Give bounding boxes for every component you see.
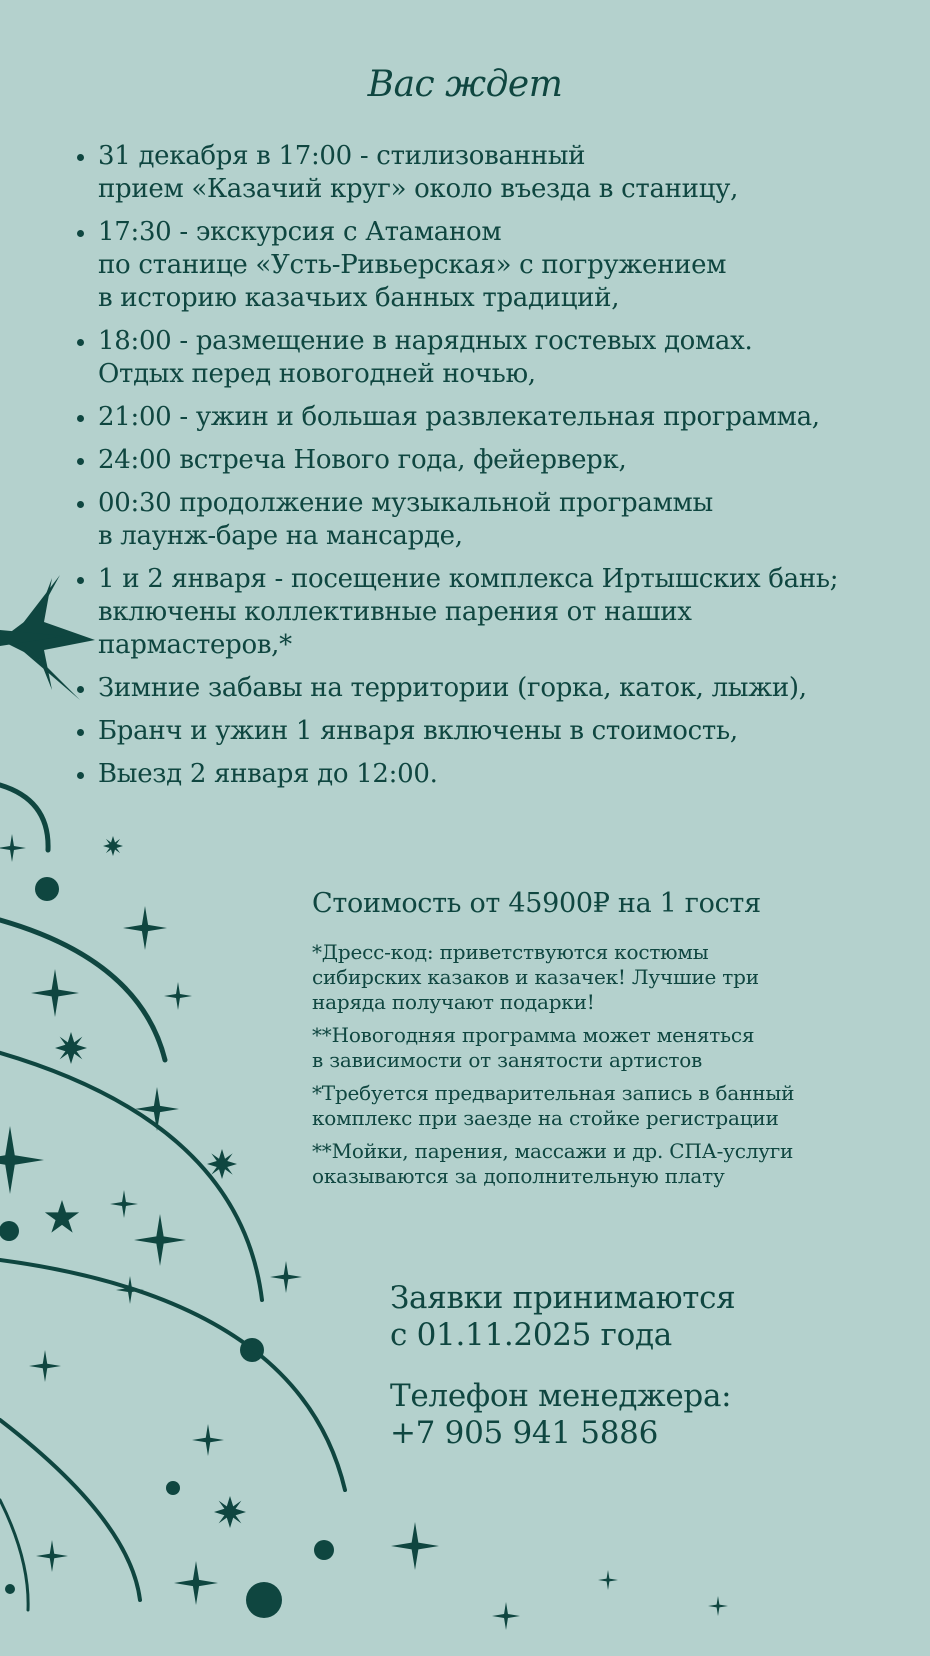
list-item: • 21:00 - ужин и большая развлекательная программа, — [98, 401, 928, 434]
list-item: • 24:00 встреча Нового года, фейерверк, — [98, 444, 928, 477]
contact-block — [390, 1280, 910, 1476]
list-item: • 00:30 продолжение музыкальной программы в лаунж-баре на мансарде, — [98, 487, 928, 553]
list-item: • 17:30 - экскурсия с Атаманом по станице «Усть-Ривьерская» с погружением в историю казачьих банных традиций, — [98, 216, 928, 315]
schedule-list — [64, 140, 928, 801]
list-item: • 31 декабря в 17:00 - стилизованный прием «Казачий круг» около въезда в станицу, — [98, 140, 928, 206]
applications-info: Заявки принимаются с 01.11.2025 года — [390, 1280, 736, 1353]
footnote: **Мойки, парения, массажи и др. СПА-услуги оказываются за дополнительную плату — [312, 1139, 794, 1188]
list-item: • 18:00 - размещение в нарядных гостевых домах. Отдых перед новогодней ночью, — [98, 325, 928, 391]
footnote: **Новогодняя программа может меняться в зависимости от занятости артистов — [312, 1023, 755, 1072]
footnote: *Дресс-код: приветствуются костюмы сибирских казаков и казачек! Лучшие три наряда получают подарки! — [312, 940, 759, 1014]
manager-phone: Телефон менеджера: +7 905 941 5886 — [390, 1378, 910, 1452]
list-item: • Бранч и ужин 1 января включены в стоимость, — [98, 715, 928, 748]
price-heading: Стоимость от 45900₽ на 1 гостя — [312, 888, 761, 919]
footnote: *Требуется предварительная запись в банный комплекс при заезде на стойке регистрации — [312, 1081, 795, 1130]
footnotes — [312, 940, 912, 1197]
phone-number[interactable]: +7 905 941 5886 — [390, 1415, 658, 1451]
list-item: • Зимние забавы на территории (горка, каток, лыжи), — [98, 672, 928, 705]
list-item: • 1 и 2 января - посещение комплекса Иртышских бань; включены коллективные парения от наших пармастеров,* — [98, 563, 928, 662]
page-title: Вас ждет — [367, 64, 563, 105]
list-item: • Выезд 2 января до 12:00. — [98, 758, 928, 791]
